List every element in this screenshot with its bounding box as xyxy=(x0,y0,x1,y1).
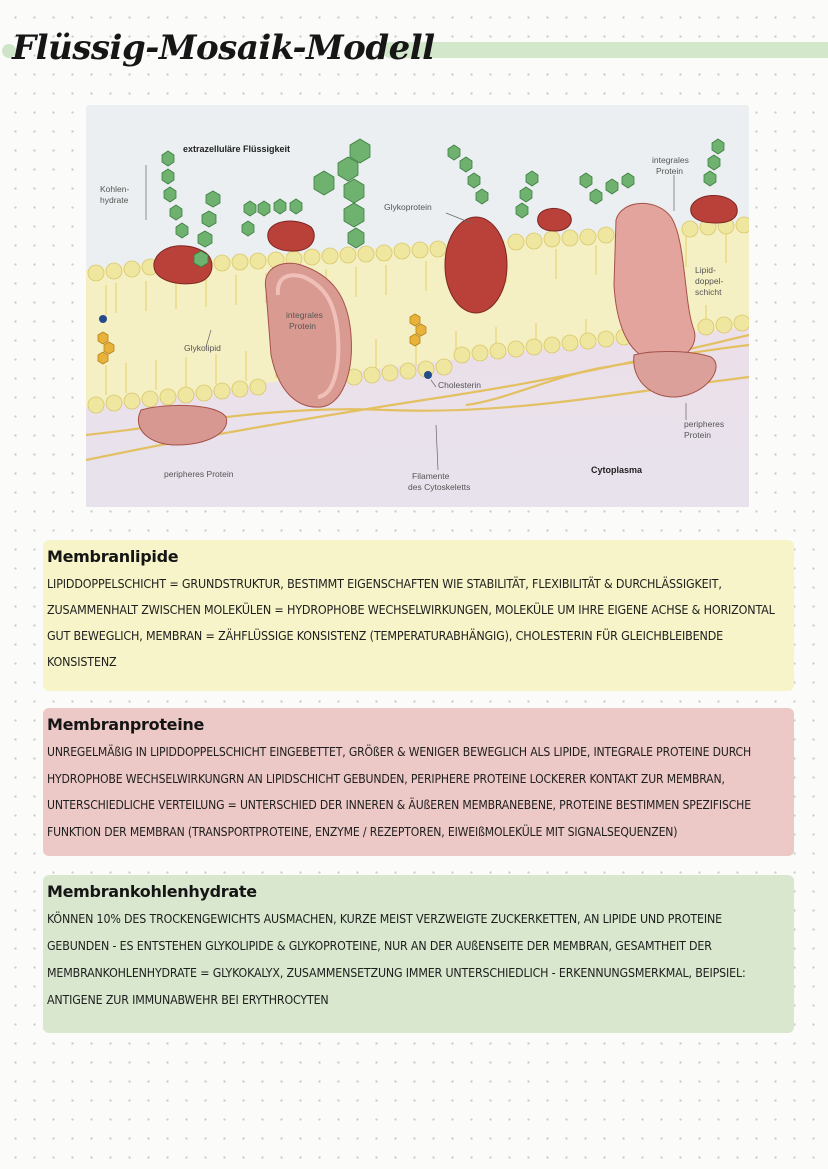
label-extrazellular: extrazelluläre Flüssigkeit xyxy=(183,144,291,154)
label-cholesterin: Cholesterin xyxy=(438,380,481,390)
label-filamente-2: des Cytoskeletts xyxy=(408,482,471,492)
label-peripheres-left: peripheres Protein xyxy=(164,469,234,479)
label-glykolipid: Glykolipid xyxy=(184,343,221,353)
section-membranlipide xyxy=(43,540,794,691)
label-kohlenhydrate-1: Kohlen- xyxy=(100,184,130,194)
label-integrales-top-2: Protein xyxy=(656,166,683,176)
label-lipid-2: doppel- xyxy=(695,276,724,286)
label-integrales-mid-1: integrales xyxy=(286,310,323,320)
label-peripheres-right-1: peripheres xyxy=(684,419,725,429)
label-peripheres-right-2: Protein xyxy=(684,430,711,440)
page-title: Flüssig-Mosaik-Modell xyxy=(12,28,435,68)
membrane-illustration xyxy=(86,105,749,507)
small-protein-mid xyxy=(268,221,314,251)
glycoprotein-body xyxy=(445,217,507,313)
section-heading: Membrankohlenhydrate xyxy=(47,882,257,901)
label-integrales-top-1: integrales xyxy=(652,155,689,165)
section-heading: Membranlipide xyxy=(47,547,179,566)
cholesterol-head-left xyxy=(99,315,107,323)
label-lipid-3: schicht xyxy=(695,287,722,297)
label-glykoprotein: Glykoprotein xyxy=(384,202,432,212)
label-kohlenhydrate-2: hydrate xyxy=(100,195,129,205)
label-lipid-1: Lipid- xyxy=(695,265,716,275)
membrane-diagram xyxy=(86,105,749,507)
label-filamente-1: Filamente xyxy=(412,471,450,481)
title-underline-bar xyxy=(382,42,828,58)
small-protein-far-right xyxy=(691,195,737,223)
section-text: KÖNNEN 10% DES TROCKENGEWICHTS AUSMACHEN, KURZE MEIST VERZWEIGTE ZUCKERKETTEN, AN LIPIDE UND PROTEINE GEBUNDEN - ES ENTSTEHEN GLYKOLIPIDE & GLYKOPROTEINE, NUR AN DER AUßENSEITE DER MEMBRAN, GESAMTHEIT DER MEMBRANKOHLENHYDRATE = GLYKOKALYX, ZUSAMMENSETZUNG IMMER UNTERSCHIEDLICH - ERKENNUNGSMERKMAL, BEIPSIEL: ANTIGENE ZUR IMMUNABWEHR BEI ERYTHROCYTEN xyxy=(47,912,746,1007)
section-membrankohlenhydrate xyxy=(43,875,794,1033)
label-cytoplasma: Cytoplasma xyxy=(591,465,643,475)
cholesterol-head-mid xyxy=(424,371,432,379)
label-integrales-mid-2: Protein xyxy=(289,321,316,331)
small-protein-right xyxy=(538,208,572,231)
section-heading: Membranproteine xyxy=(47,715,205,734)
section-membranproteine xyxy=(43,708,794,856)
section-text: LIPIDDOPPELSCHICHT = GRUNDSTRUKTUR, BESTIMMT EIGENSCHAFTEN WIE STABILITÄT, FLEXIBILITÄT & DURCHLÄSSIGKEIT, ZUSAMMENHALT ZWISCHEN MOLEKÜLEN = HYDROPHOBE WECHSELWIRKUNGEN, MOLEKÜLE UM IHRE EIGENE ACHSE & HORIZONTAL GUT BEWEGLICH, MEMBRAN = ZÄHFLÜSSIGE KONSISTENZ (TEMPERATURABHÄNGIG), CHOLESTERIN FÜR GLEICHBLEIBENDE KONSISTENZ xyxy=(47,576,775,669)
section-text: UNREGELMÄßIG IN LIPIDDOPPELSCHICHT EINGEBETTET, GRÖßER & WENIGER BEWEGLICH ALS LIPIDE, INTEGRALE PROTEINE DURCH HYDROPHOBE WECHSELWIRKUNGRN AN LIPIDSCHICHT GEBUNDEN, PERIPHERE PROTEINE LOCKERER KONTAKT ZUR MEMBRAN, UNTERSCHIEDLICHE VERTEILUNG = UNTERSCHIED DER INNEREN & ÄUßEREN MEMBRANEBENE, PROTEINE BESTIMMEN SPEZIFISCHE FUNKTION DER MEMBRAN (TRANSPORTPROTEINE, ENZYME / REZEPTOREN, EIWEIßMOLEKÜLE MIT SIGNALSEQUENZEN) xyxy=(47,745,752,839)
